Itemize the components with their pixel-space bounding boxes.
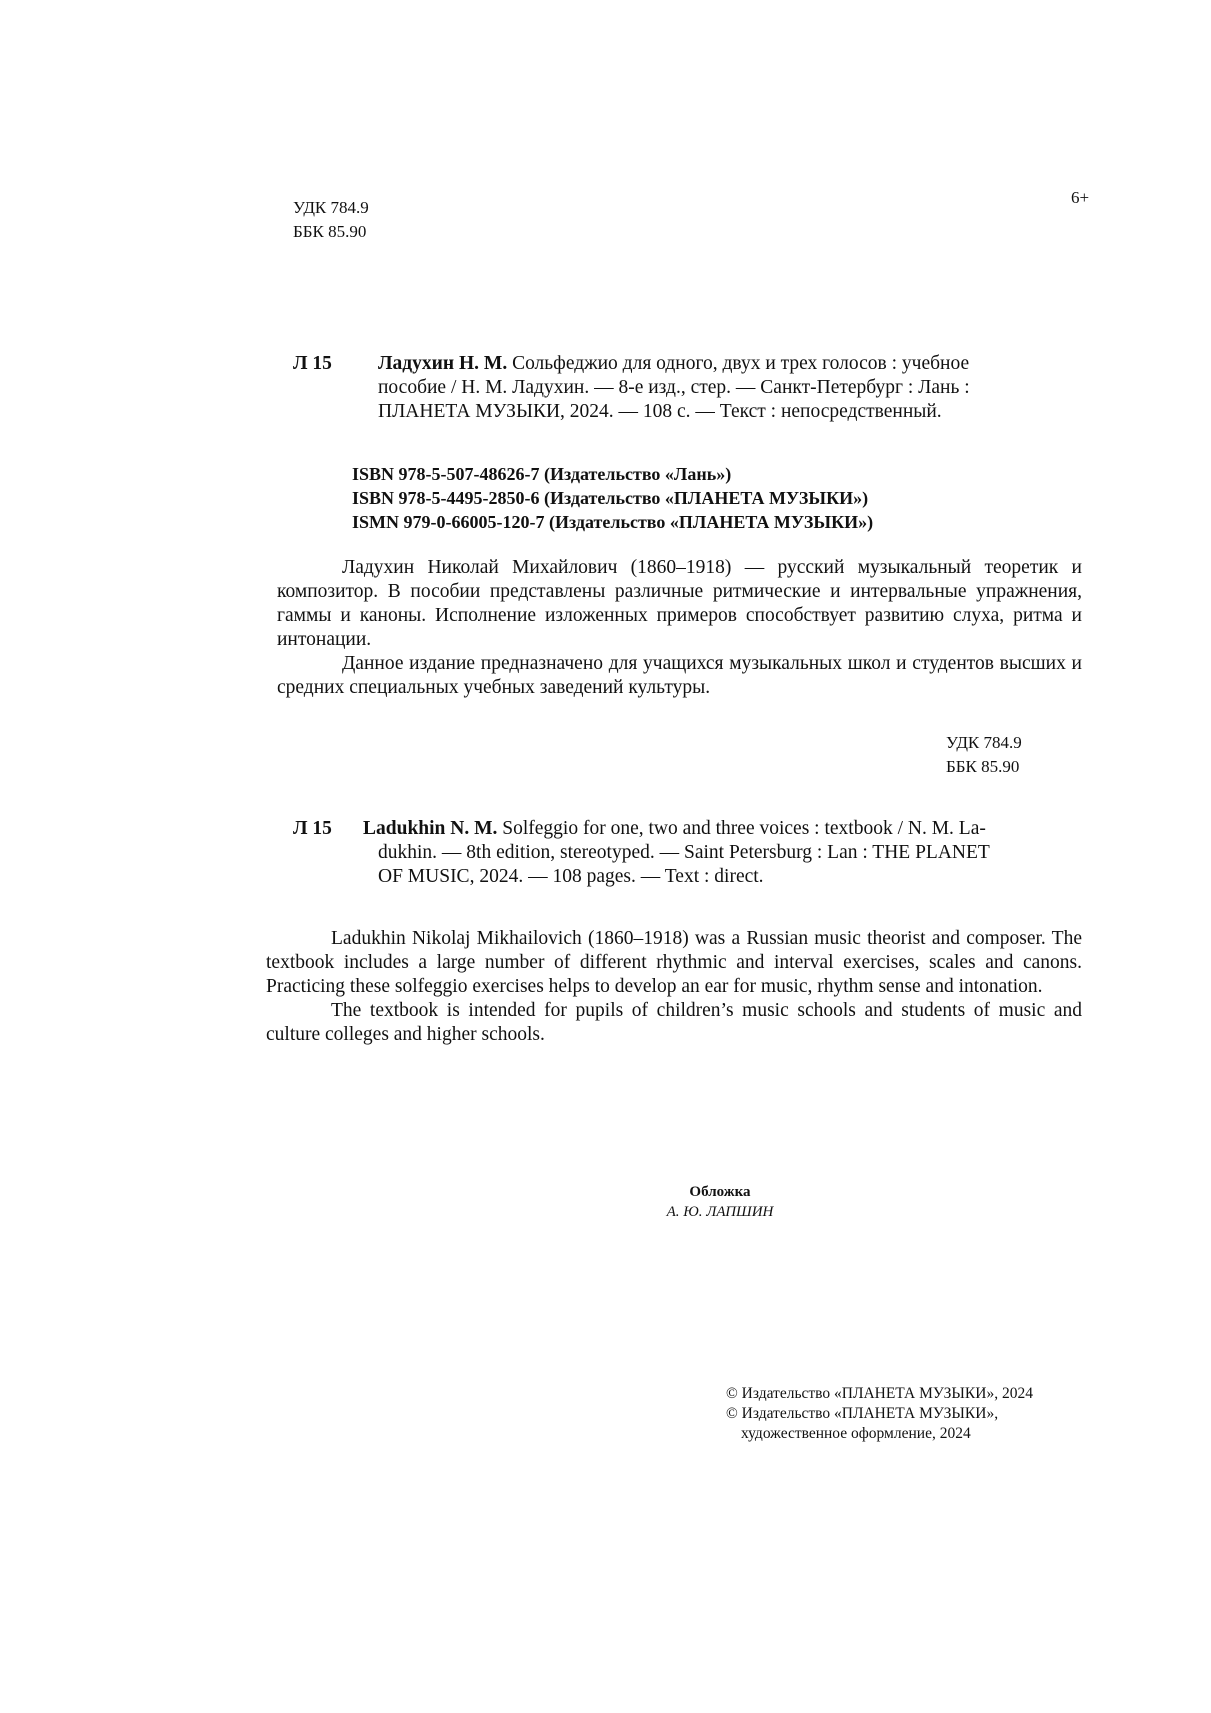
bbk-code: ББК 85.90 bbox=[946, 757, 1020, 776]
author-name: Ладухин Н. М. bbox=[378, 353, 508, 374]
annotation-paragraph: The textbook is intended for pupils of children’s music schools and students of music and culture colleges and higher schools. bbox=[266, 1000, 1082, 1045]
copyright-block bbox=[726, 1384, 1033, 1444]
ismn-planeta: ISMN 979-0-66005-120-7 (Издательство «ПЛАНЕТА МУЗЫКИ») bbox=[352, 512, 874, 532]
entry-line-3: ПЛАНЕТА МУЗЫКИ, 2024. — 108 с. — Текст : непосредственный. bbox=[378, 401, 942, 422]
author-name: Ladukhin N. M. bbox=[363, 818, 498, 839]
entry-label: Л 15 bbox=[293, 353, 332, 374]
entry-title-text: Сольфеджио для одного, двух и трех голосов : учебное bbox=[507, 353, 970, 374]
copyright-line: художественное оформление, 2024 bbox=[741, 1425, 971, 1442]
cover-credit-title: Обложка bbox=[689, 1184, 751, 1200]
russian-annotation bbox=[277, 556, 1082, 700]
cover-credit bbox=[600, 1182, 840, 1222]
english-annotation bbox=[266, 927, 1082, 1047]
udk-code: УДК 784.9 bbox=[293, 198, 369, 217]
annotation-paragraph: Ladukhin Nikolaj Mikhailovich (1860–1918) was a Russian music theorist and composer. The textbook includes a large number of different rhythmic and interval exercises, scales and canons. Practicing these solfeggio exercises helps to develop an ear for music, rhythm sense and intonation. bbox=[266, 928, 1082, 997]
copyright-line: © Издательство «ПЛАНЕТА МУЗЫКИ», 2024 bbox=[726, 1385, 1033, 1402]
isbn-planeta: ISBN 978-5-4495-2850-6 (Издательство «ПЛАНЕТА МУЗЫКИ») bbox=[352, 488, 869, 508]
isbn-block bbox=[352, 462, 873, 534]
age-rating: 6+ bbox=[1071, 188, 1090, 207]
bottom-classification-codes bbox=[946, 731, 1022, 779]
copyright-line: © Издательство «ПЛАНЕТА МУЗЫКИ», bbox=[726, 1405, 999, 1422]
top-classification-codes bbox=[293, 196, 369, 244]
english-bibliographic-entry bbox=[293, 817, 1083, 889]
cover-credit-author: А. Ю. ЛАПШИН bbox=[666, 1204, 774, 1220]
entry-line-2: пособие / Н. М. Ладухин. — 8-е изд., стер. — Санкт-Петербург : Лань : bbox=[378, 377, 970, 398]
isbn-lan: ISBN 978-5-507-48626-7 (Издательство «Лань») bbox=[352, 464, 732, 484]
russian-bibliographic-entry bbox=[293, 352, 1083, 424]
entry-line-3: OF MUSIC, 2024. — 108 pages. — Text : direct. bbox=[378, 866, 764, 887]
entry-label: Л 15 bbox=[293, 818, 332, 839]
udk-code: УДК 784.9 bbox=[946, 733, 1022, 752]
entry-line-2: dukhin. — 8th edition, stereotyped. — Saint Petersburg : Lan : THE PLANET bbox=[378, 842, 990, 863]
annotation-paragraph: Данное издание предназначено для учащихся музыкальных школ и студентов высших и средних специальных учебных заведений культуры. bbox=[277, 653, 1082, 698]
bbk-code: ББК 85.90 bbox=[293, 222, 367, 241]
entry-title-text: Solfeggio for one, two and three voices : textbook / N. M. La- bbox=[497, 818, 986, 839]
annotation-paragraph: Ладухин Николай Михайлович (1860–1918) — русский музыкальный теоретик и композитор. В пособии представлены различные ритмические и интервальные упражнения, гаммы и каноны. Исполнение изложенных примеров способствует развитию слуха, ритма и интонации. bbox=[277, 557, 1082, 650]
